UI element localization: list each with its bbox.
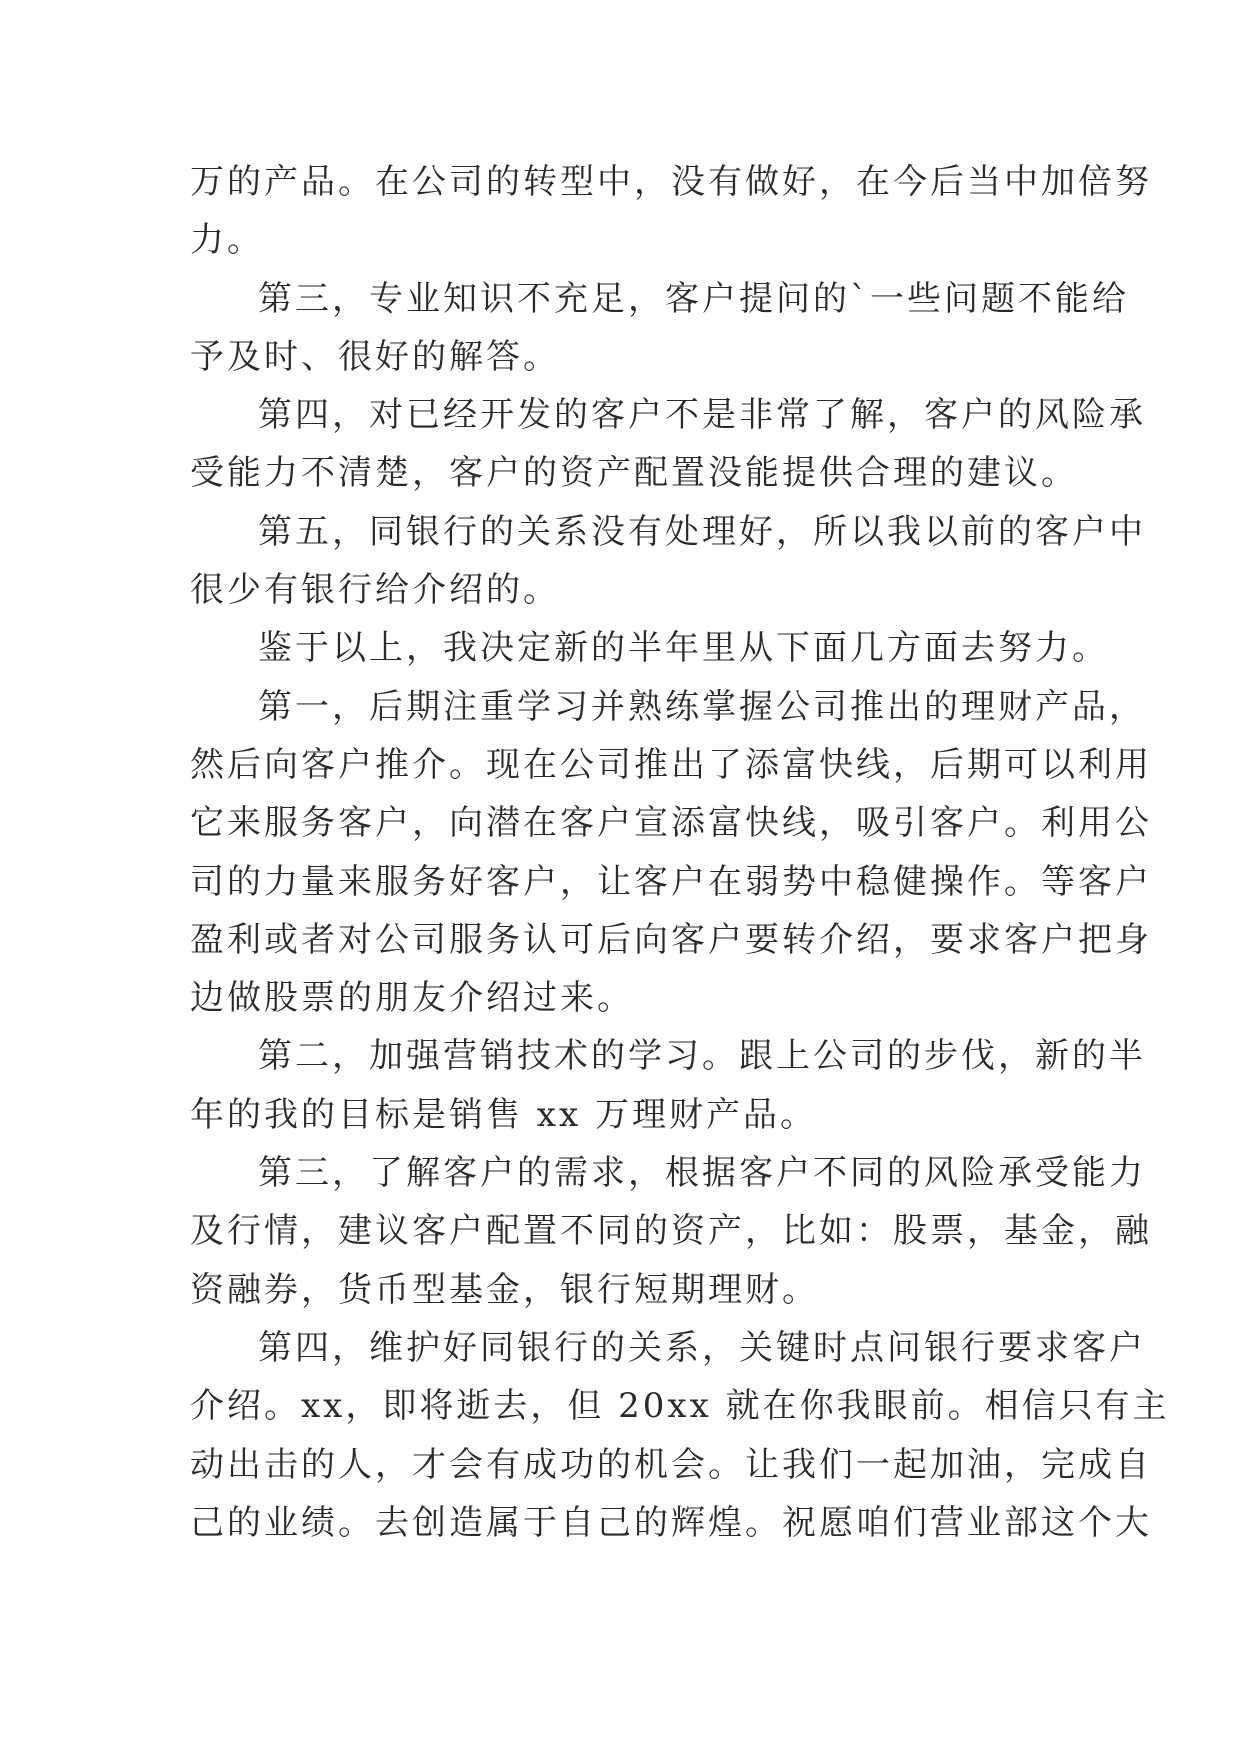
text-line: 第三，专业知识不充足，客户提问的`一些问题不能给 xyxy=(258,278,1129,319)
text-line: 年的我的目标是销售 xx 万理财产品。 xyxy=(190,1094,817,1135)
text-line: 鉴于以上，我决定新的半年里从下面几方面去努力。 xyxy=(258,628,1109,669)
text-line: 受能力不清楚，客户的资产配置没能提供合理的建议。 xyxy=(190,453,1078,494)
text-line: 第一，后期注重学习并熟练掌握公司推出的理财产品， xyxy=(258,686,1146,727)
text-line: 然后向客户推介。现在公司推出了添富快线，后期可以利用 xyxy=(190,744,1152,785)
text-line: 它来服务客户，向潜在客户宣添富快线，吸引客户。利用公 xyxy=(190,803,1152,844)
text-line: 第四，对已经开发的客户不是非常了解，客户的风险承 xyxy=(258,395,1146,436)
text-line: 司的力量来服务好客户，让客户在弱势中稳健操作。等客户 xyxy=(190,861,1152,902)
text-line: 介绍。xx，即将逝去，但 20xx 就在你我眼前。相信只有主 xyxy=(190,1386,1170,1427)
text-line: 第三，了解客户的需求，根据客户不同的风险承受能力 xyxy=(258,1153,1146,1194)
text-line: 动出击的人，才会有成功的机会。让我们一起加油，完成自 xyxy=(190,1444,1152,1485)
text-line: 很少有银行给介绍的。 xyxy=(190,570,560,611)
text-line: 力。 xyxy=(190,220,264,261)
text-line: 及行情，建议客户配置不同的资产，比如：股票，基金，融 xyxy=(190,1211,1152,1252)
text-line: 盈利或者对公司服务认可后向客户要转介绍，要求客户把身 xyxy=(190,919,1152,960)
text-line: 万的产品。在公司的转型中，没有做好，在今后当中加倍努 xyxy=(190,162,1152,202)
text-line: 边做股票的朋友介绍过来。 xyxy=(190,978,634,1019)
text-line: 资融券，货币型基金，银行短期理财。 xyxy=(190,1269,819,1310)
text-line: 第二，加强营销技术的学习。跟上公司的步伐，新的半 xyxy=(258,1036,1146,1077)
body-text xyxy=(190,153,1170,1552)
text-line: 第四，维护好同银行的关系，关键时点问银行要求客户 xyxy=(258,1327,1146,1368)
text-line: 予及时、很好的解答。 xyxy=(190,336,560,377)
text-line: 己的业绩。去创造属于自己的辉煌。祝愿咱们营业部这个大 xyxy=(190,1502,1152,1543)
text-line: 第五，同银行的关系没有处理好，所以我以前的客户中 xyxy=(258,511,1146,552)
